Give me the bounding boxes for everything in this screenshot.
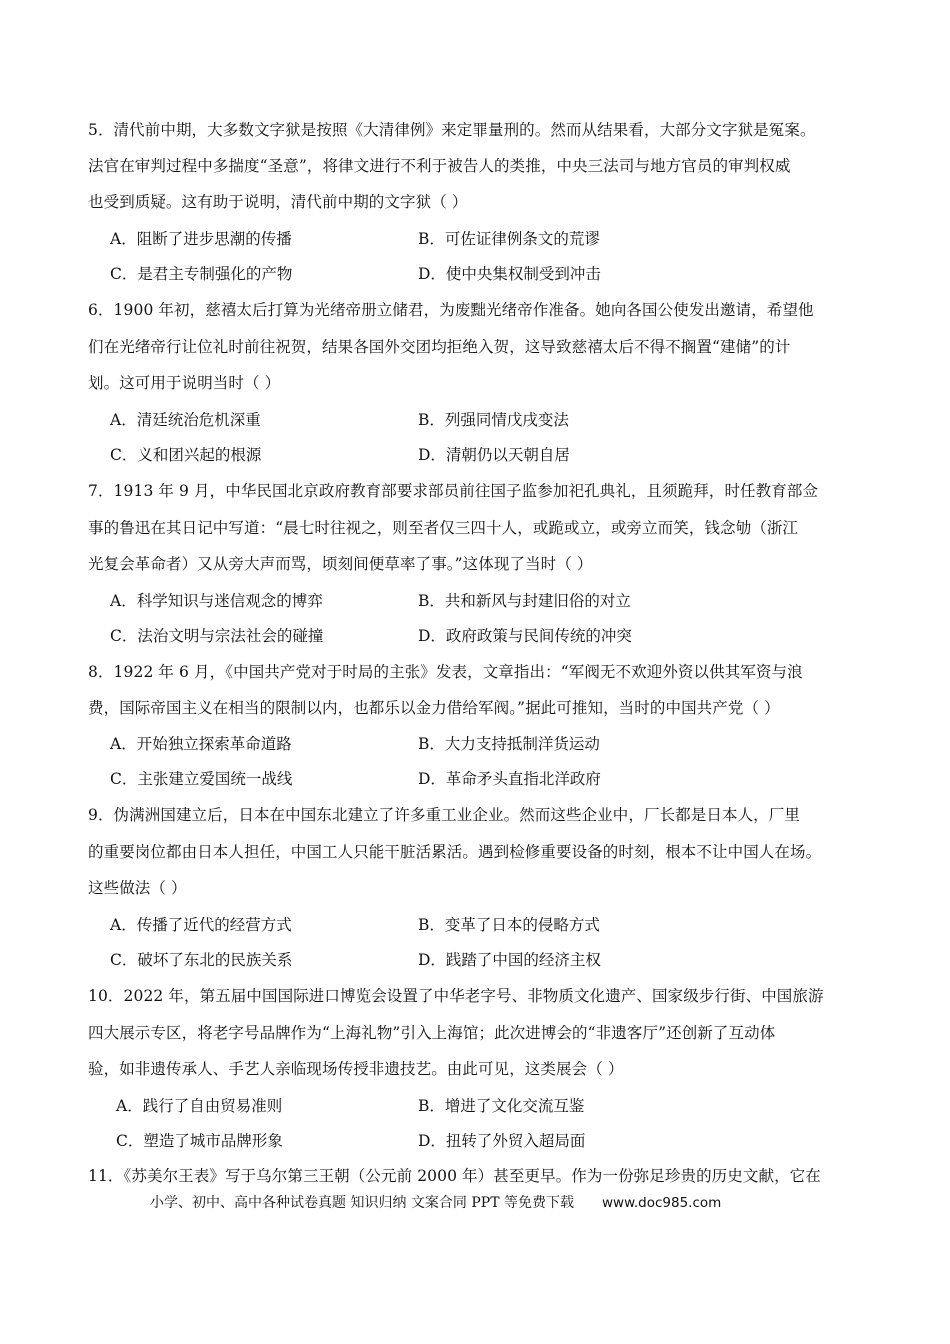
q7-option-a: A．科学知识与迷信观念的博弈 — [110, 592, 323, 610]
q9-line-1: 9．伪满洲国建立后，日本在中国东北建立了许多重工业企业。然而这些企业中，厂长都是日本人，厂里 — [88, 806, 800, 824]
q7-line-3: 光复会革命者）又从旁大声而骂，顷刻间便草率了事。”这体现了当时（ ） — [88, 555, 593, 573]
q5-line-3: 也受到质疑。这有助于说明，清代前中期的文字狱（ ） — [88, 193, 468, 211]
q5-option-b: B．可佐证律例条文的荒谬 — [418, 230, 600, 248]
q10-line-3: 验，如非遗传承人、手艺人亲临现场传授非遗技艺。由此可见，这类展会（ ） — [88, 1060, 624, 1078]
q6-option-a: A．清廷统治危机深重 — [110, 411, 261, 429]
q7-option-c: C．法治文明与宗法社会的碰撞 — [110, 627, 324, 645]
q6-option-b: B．列强同情戊戌变法 — [418, 411, 569, 429]
q6-line-2: 们在光绪帝行让位礼时前往祝贺，结果各国外交团均拒绝入贺，这导致慈禧太后不得不搁置“建储”的计 — [88, 338, 791, 356]
q5-option-d: D．使中央集权制受到冲击 — [418, 265, 601, 283]
q6-line-3: 划。这可用于说明当时（ ） — [88, 374, 281, 392]
footer-url[interactable]: www.doc985.com — [601, 1195, 722, 1211]
q6-option-c: C．义和团兴起的根源 — [110, 446, 262, 464]
q7-option-b: B．共和新风与封建旧俗的对立 — [418, 592, 631, 610]
footer-text: 小学、初中、高中各种试卷真题 知识归纳 文案合同 PPT 等免费下载 — [150, 1195, 574, 1211]
q9-option-c: C．破坏了东北的民族关系 — [110, 951, 293, 969]
q10-line-1: 10．2022 年，第五届中国国际进口博览会设置了中华老字号、非物质文化遗产、国家级步行街、中国旅游 — [88, 987, 824, 1005]
q8-option-a: A．开始独立探索革命道路 — [110, 735, 292, 753]
q10-option-c: C．塑造了城市品牌形象 — [116, 1132, 283, 1150]
q5-line-1: 5．清代前中期，大多数文字狱是按照《大清律例》来定罪量刑的。然而从结果看，大部分文字狱是冤案。 — [88, 121, 816, 139]
q9-option-a: A．传播了近代的经营方式 — [110, 916, 292, 934]
q6-option-d: D．清朝仍以天朝自居 — [418, 446, 570, 464]
q9-line-3: 这些做法（ ） — [88, 879, 187, 897]
q10-option-b: B．增进了文化交流互鉴 — [418, 1097, 585, 1115]
q8-option-d: D．革命矛头直指北洋政府 — [418, 770, 601, 788]
q8-option-b: B．大力支持抵制洋货运动 — [418, 735, 600, 753]
q9-line-2: 的重要岗位都由日本人担任，中国工人只能干脏活累活。遇到检修重要设备的时刻，根本不让中国人在场。 — [88, 843, 822, 861]
q6-line-1: 6．1900 年初，慈禧太后打算为光绪帝册立储君，为废黜光绪帝作准备。她向各国公使发出邀请，希望他 — [88, 301, 814, 319]
q10-option-d: D．扭转了外贸入超局面 — [418, 1132, 586, 1150]
q7-line-1: 7．1913 年 9 月，中华民国北京政府教育部要求部员前往国子监参加祀孔典礼，且须跪拜，时任教育部佥 — [88, 482, 819, 500]
q10-option-a: A．践行了自由贸易准则 — [116, 1097, 283, 1115]
q5-option-a: A．阻断了进步思潮的传播 — [110, 230, 292, 248]
q5-option-c: C．是君主专制强化的产物 — [110, 265, 293, 283]
q11-line-1: 11．《苏美尔王表》写于乌尔第三王朝（公元前 2000 年）甚至更早。作为一份弥足珍贵的历史文献，它在 — [88, 1167, 821, 1185]
q9-option-b: B．变革了日本的侵略方式 — [418, 916, 600, 934]
q7-line-2: 事的鲁迅在其日记中写道：“晨七时往视之，则至者仅三四十人，或跪或立，或旁立而笑，钱念劬（浙江 — [88, 519, 799, 537]
q7-option-d: D．政府政策与民间传统的冲突 — [418, 627, 632, 645]
q5-line-2: 法官在审判过程中多揣度“圣意”，将律文进行不利于被告人的类推，中央三法司与地方官员的审判权威 — [88, 157, 791, 175]
q9-option-d: D．践踏了中国的经济主权 — [418, 951, 601, 969]
q8-line-1: 8．1922 年 6 月，《中国共产党对于时局的主张》发表，文章指出：“军阀无不欢迎外资以供其军资与浪 — [88, 663, 803, 681]
q10-line-2: 四大展示专区，将老字号品牌作为“上海礼物”引入上海馆；此次进博会的“非遗客厅”还创新了互动体 — [88, 1024, 776, 1042]
q8-line-2: 费，国际帝国主义在相当的限制以内，也都乐以金力借给军阀。”据此可推知，当时的中国共产党（ ） — [88, 699, 780, 717]
page-footer — [150, 1194, 721, 1212]
q8-option-c: C．主张建立爱国统一战线 — [110, 770, 293, 788]
